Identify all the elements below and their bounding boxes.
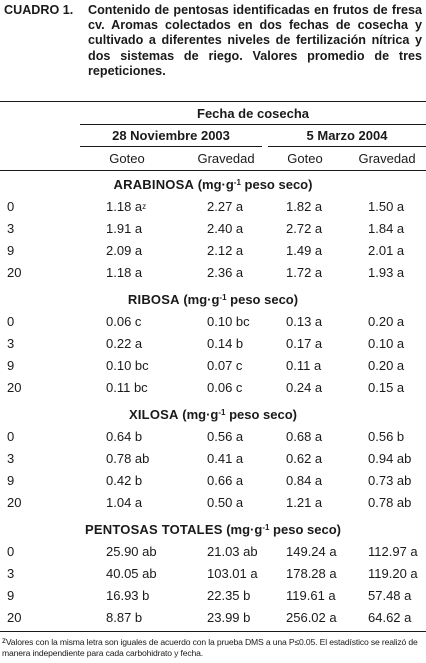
table-row	[0, 429, 426, 445]
nitrogen-level-cell-text: 9	[7, 243, 15, 258]
value-goteo-mar-text: 0.17 a	[286, 336, 323, 351]
value-goteo-nov	[106, 588, 149, 604]
section-unit: ($mg\cdot g^{-1}$ peso seco)	[183, 292, 299, 307]
footnote	[2, 637, 424, 659]
table-row	[0, 265, 426, 281]
value-goteo-nov	[106, 380, 148, 396]
value-gravedad-mar-text: 0.94 ab	[368, 451, 412, 466]
value-goteo-mar	[286, 544, 337, 560]
nitrogen-level-cell	[7, 380, 21, 396]
value-goteo-mar-text: 1.72 a	[286, 265, 323, 280]
value-gravedad-mar	[368, 314, 404, 330]
nitrogen-level-cell-text: 9	[7, 358, 15, 373]
value-gravedad-nov	[207, 610, 250, 626]
value-goteo-mar-text: 0.24 a	[286, 380, 323, 395]
value-goteo-nov	[106, 429, 142, 445]
value-gravedad-mar	[368, 588, 411, 604]
value-goteo-nov-text: 0.64 b	[106, 429, 143, 444]
value-goteo-nov	[106, 336, 142, 352]
value-goteo-nov-text: 0.11 bc	[106, 380, 148, 395]
col-header-goteo-1: Goteo	[109, 151, 145, 166]
value-gravedad-mar	[368, 336, 404, 352]
value-gravedad-mar-text: 0.20 a	[368, 314, 405, 329]
group-underline	[80, 124, 426, 125]
nitrogen-level-cell-text: 0	[7, 314, 15, 329]
section-name: ARABINOSA	[113, 177, 195, 192]
value-goteo-mar-text: 149.24 a	[286, 544, 337, 559]
value-goteo-mar	[286, 358, 321, 374]
value-gravedad-nov-text: 0.66 a	[207, 473, 244, 488]
value-goteo-mar-text: 0.68 a	[286, 429, 323, 444]
value-gravedad-nov-text: 0.56 a	[207, 429, 244, 444]
table-row	[0, 544, 426, 560]
section-title	[0, 292, 426, 308]
value-goteo-nov-text: 0.06 c	[106, 314, 142, 329]
col-header-gravedad-1: Gravedad	[197, 151, 255, 166]
value-goteo-mar-text: 0.11 a	[286, 358, 322, 373]
value-goteo-mar-text: 0.13 a	[286, 314, 323, 329]
date-2-underline	[268, 146, 426, 147]
value-goteo-mar	[286, 610, 337, 626]
caption-text: Contenido de pentosas identificadas en frutos de fresa cv. Aromas colectados en dos fechas de cosecha y cultivado a diferentes niveles de fertilización nítrica y dos sistemas de riego. Valores promedio de tres repeticiones.	[88, 3, 422, 78]
nitrogen-level-cell-text: 0	[7, 429, 15, 444]
nitrogen-level-cell	[7, 495, 21, 511]
value-goteo-nov	[106, 314, 141, 330]
value-gravedad-nov-text: 0.50 a	[207, 495, 244, 510]
nitrogen-level-cell-text: 3	[7, 566, 15, 581]
value-goteo-mar	[286, 451, 322, 467]
value-gravedad-mar-text: 64.62 a	[368, 610, 412, 625]
value-gravedad-mar-text: 112.97 a	[368, 544, 418, 559]
nitrogen-level-cell	[7, 451, 14, 467]
nitrogen-level-cell-text: 0	[7, 544, 15, 559]
nitrogen-level-cell-text: 3	[7, 336, 15, 351]
table-caption	[4, 3, 422, 79]
value-goteo-nov-text: 1.18 a	[106, 199, 143, 214]
value-gravedad-mar-text: 0.78 ab	[368, 495, 412, 510]
value-gravedad-mar	[368, 566, 418, 582]
section-name: XILOSA	[129, 407, 179, 422]
value-goteo-mar-text: 1.21 a	[286, 495, 323, 510]
value-gravedad-nov	[207, 588, 250, 604]
value-goteo-mar-text: 0.84 a	[286, 473, 323, 488]
value-goteo-nov	[106, 495, 142, 511]
table-row	[0, 566, 426, 582]
value-goteo-nov-text: 16.93 b	[106, 588, 150, 603]
value-goteo-mar-text: 256.02 a	[286, 610, 337, 625]
value-gravedad-mar-text: 0.15 a	[368, 380, 405, 395]
significance-mark: z	[142, 202, 147, 211]
value-gravedad-mar-text: 0.73 ab	[368, 473, 412, 488]
nitrogen-level-cell	[7, 358, 14, 374]
value-goteo-nov-text: 2.09 a	[106, 243, 143, 258]
col-header-gravedad-2: Gravedad	[358, 151, 416, 166]
date-header-2: 5 Marzo 2004	[306, 128, 388, 143]
value-gravedad-nov-text: 0.07 c	[207, 358, 243, 373]
nitrogen-level-cell	[7, 314, 14, 330]
value-gravedad-nov	[207, 336, 243, 352]
value-gravedad-mar	[368, 221, 404, 237]
value-goteo-mar-text: 0.62 a	[286, 451, 323, 466]
nitrogen-level-cell	[7, 336, 14, 352]
section-unit: ($mg\cdot g^{-1}$ peso seco)	[197, 177, 313, 192]
nitrogen-level-cell	[7, 566, 14, 582]
nitrogen-level-cell	[7, 429, 14, 445]
value-goteo-nov	[106, 473, 142, 489]
table-row	[0, 451, 426, 467]
value-goteo-mar	[286, 588, 336, 604]
value-gravedad-nov	[207, 265, 243, 281]
value-gravedad-nov	[207, 380, 242, 396]
value-gravedad-nov	[207, 199, 243, 215]
section-unit: ($mg\cdot g^{-1}$ peso seco)	[182, 407, 297, 422]
nitrogen-level-cell-text: 0	[7, 199, 15, 214]
value-gravedad-nov-text: 2.27 a	[207, 199, 244, 214]
value-gravedad-nov-text: 0.14 b	[207, 336, 244, 351]
value-goteo-nov-text: 8.87 b	[106, 610, 143, 625]
col-header-goteo-2: Goteo	[287, 151, 323, 166]
value-goteo-mar	[286, 566, 337, 582]
nitrogen-level-cell-text: 3	[7, 221, 15, 236]
value-gravedad-nov-text: 22.35 b	[207, 588, 251, 603]
value-goteo-nov	[106, 265, 142, 281]
table-bottom-rule	[0, 631, 426, 632]
value-goteo-nov	[106, 610, 142, 626]
footnote-text: Valores con la misma letra son iguales de acuerdo con la prueba DMS a una P≤0.05. El estadístico se realizó de manera independiente para cada carbohidrato y fecha.	[2, 637, 418, 658]
section-unit: ($mg\cdot g^{-1}$ peso seco)	[226, 522, 341, 537]
nitrogen-level-cell	[7, 221, 14, 237]
value-gravedad-nov	[207, 221, 243, 237]
value-gravedad-mar-text: 1.84 a	[368, 221, 405, 236]
date-1-underline	[80, 146, 262, 147]
value-gravedad-mar	[368, 429, 404, 445]
header-bottom-rule	[0, 170, 426, 171]
value-goteo-mar	[286, 495, 322, 511]
value-gravedad-mar-text: 0.56 b	[368, 429, 405, 444]
value-goteo-mar	[286, 314, 322, 330]
value-gravedad-nov	[207, 473, 243, 489]
value-goteo-mar	[286, 429, 322, 445]
table-row	[0, 610, 426, 626]
table-row	[0, 199, 426, 215]
value-goteo-mar	[286, 473, 322, 489]
value-goteo-mar	[286, 336, 322, 352]
value-gravedad-mar-text: 2.01 a	[368, 243, 405, 258]
value-goteo-mar	[286, 265, 322, 281]
value-goteo-nov	[106, 199, 146, 215]
section-title	[0, 177, 426, 193]
value-goteo-nov	[106, 243, 142, 259]
value-goteo-nov-text: 1.18 a	[106, 265, 143, 280]
value-gravedad-mar	[368, 544, 418, 560]
value-gravedad-nov-text: 0.10 bc	[207, 314, 250, 329]
value-gravedad-mar	[368, 380, 404, 396]
value-goteo-nov-text: 0.10 bc	[106, 358, 149, 373]
table-row	[0, 314, 426, 330]
value-gravedad-nov	[207, 243, 243, 259]
value-gravedad-mar	[368, 265, 404, 281]
nitrogen-level-cell	[7, 199, 14, 215]
value-goteo-mar-text: 1.49 a	[286, 243, 323, 258]
value-goteo-nov	[106, 358, 149, 374]
value-gravedad-nov-text: 103.01 a	[207, 566, 258, 581]
nitrogen-level-cell	[7, 544, 14, 560]
value-goteo-nov-text: 0.22 a	[106, 336, 143, 351]
caption-label: CUADRO 1.	[4, 3, 74, 17]
value-goteo-mar-text: 1.82 a	[286, 199, 323, 214]
value-gravedad-mar-text: 1.50 a	[368, 199, 405, 214]
value-goteo-mar-text: 178.28 a	[286, 566, 337, 581]
table-row	[0, 358, 426, 374]
value-goteo-nov-text: 0.78 ab	[106, 451, 150, 466]
value-gravedad-mar-text: 1.93 a	[368, 265, 405, 280]
value-gravedad-mar-text: 119.20 a	[368, 566, 418, 581]
value-gravedad-mar-text: 57.48 a	[368, 588, 412, 603]
value-gravedad-nov	[207, 451, 243, 467]
value-gravedad-nov	[207, 429, 243, 445]
nitrogen-level-cell	[7, 588, 14, 604]
nitrogen-level-cell-text: 20	[7, 610, 22, 625]
table-row	[0, 221, 426, 237]
value-gravedad-mar-text: 0.20 a	[368, 358, 405, 373]
value-gravedad-mar	[368, 451, 411, 467]
value-gravedad-mar	[368, 199, 404, 215]
value-goteo-nov-text: 0.42 b	[106, 473, 143, 488]
value-goteo-nov	[106, 221, 142, 237]
value-goteo-nov-text: 25.90 ab	[106, 544, 157, 559]
section-title	[0, 522, 426, 538]
value-gravedad-nov	[207, 566, 258, 582]
value-goteo-mar-text: 119.61 a	[286, 588, 336, 603]
value-gravedad-nov-text: 2.40 a	[207, 221, 244, 236]
value-gravedad-mar	[368, 243, 404, 259]
nitrogen-level-cell-text: 3	[7, 451, 15, 466]
value-goteo-nov	[106, 451, 149, 467]
value-goteo-nov-text: 40.05 ab	[106, 566, 157, 581]
value-gravedad-nov-text: 0.06 c	[207, 380, 243, 395]
value-goteo-nov-text: 1.91 a	[106, 221, 143, 236]
value-gravedad-nov	[207, 495, 243, 511]
harvest-date-header: Fecha de cosecha	[197, 106, 309, 121]
nitrogen-level-cell-text: 9	[7, 588, 15, 603]
table-row	[0, 588, 426, 604]
value-goteo-nov-text: 1.04 a	[106, 495, 143, 510]
table-row	[0, 473, 426, 489]
value-goteo-mar	[286, 380, 322, 396]
nitrogen-level-cell-text: 9	[7, 473, 15, 488]
table-row	[0, 380, 426, 396]
footnote-mark: z	[2, 636, 6, 645]
date-header-1: 28 Noviembre 2003	[112, 128, 230, 143]
value-gravedad-nov-text: 21.03 ab	[207, 544, 258, 559]
value-goteo-mar	[286, 221, 322, 237]
value-gravedad-nov-text: 23.99 b	[207, 610, 251, 625]
nitrogen-level-cell-text: 20	[7, 495, 22, 510]
value-goteo-nov	[106, 544, 157, 560]
nitrogen-level-cell	[7, 610, 21, 626]
nitrogen-level-cell	[7, 243, 14, 259]
value-gravedad-mar	[368, 473, 411, 489]
table-top-rule	[0, 101, 426, 102]
table-row	[0, 495, 426, 511]
value-gravedad-mar	[368, 495, 411, 511]
nitrogen-level-cell-text: 20	[7, 380, 22, 395]
value-gravedad-nov	[207, 544, 258, 560]
value-goteo-nov	[106, 566, 157, 582]
section-title	[0, 407, 426, 423]
section-name: PENTOSAS TOTALES	[85, 522, 223, 537]
nitrogen-level-cell	[7, 265, 21, 281]
value-gravedad-nov	[207, 358, 242, 374]
table-row	[0, 243, 426, 259]
value-goteo-mar-text: 2.72 a	[286, 221, 323, 236]
nitrogen-level-cell-text: 20	[7, 265, 22, 280]
table-row	[0, 336, 426, 352]
value-goteo-mar	[286, 243, 322, 259]
value-gravedad-mar	[368, 610, 411, 626]
value-gravedad-nov-text: 2.12 a	[207, 243, 244, 258]
section-name: RIBOSA	[127, 292, 180, 307]
nitrogen-level-cell	[7, 473, 14, 489]
value-gravedad-nov-text: 2.36 a	[207, 265, 244, 280]
value-gravedad-mar	[368, 358, 404, 374]
value-gravedad-mar-text: 0.10 a	[368, 336, 405, 351]
value-gravedad-nov-text: 0.41 a	[207, 451, 244, 466]
value-goteo-mar	[286, 199, 322, 215]
value-gravedad-nov	[207, 314, 250, 330]
